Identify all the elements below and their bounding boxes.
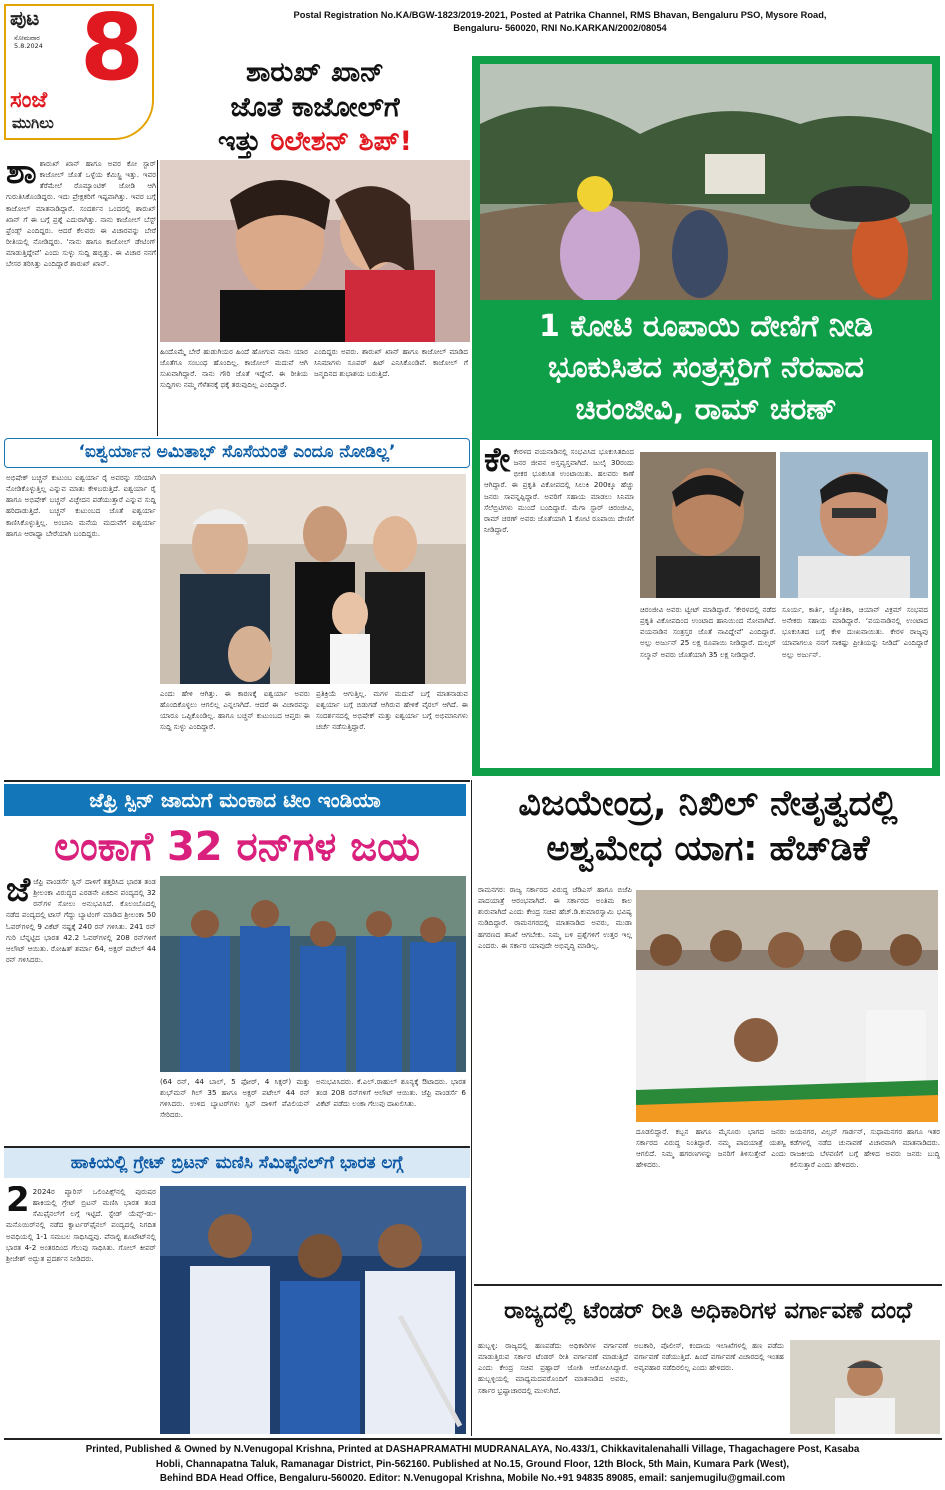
srk-headline [160, 56, 470, 160]
dropcap: ಜೆ [6, 876, 31, 910]
brand-name-line1: ಸಂಜೆ [10, 88, 48, 113]
headline-line: ಭೂಕುಸಿತದ ಸಂತ್ರಸ್ತರಿಗೆ ನೆರವಾದ [548, 350, 864, 386]
issue-date-value: 5.8.2024 [14, 42, 43, 51]
issue-day: ಸೋಮವಾರ [14, 34, 40, 42]
pralhad-joshi-photo [790, 1340, 940, 1434]
srk-article-col3: ಎಂದಿದ್ದರು ಅವರು. ಶಾರುಖ್ ಖಾನ್ ಹಾಗೂ ಕಾಜೋಲ್ ಮಾಡಿದ ಸಿನಿಮಾಗಳು ಸೂಪರ್ ಹಿಟ್ ಎನಿಸಿಕೊಂಡಿವೆ. ಕಾಜೋಲ್ ಗೆ ಜನ್ಮದಿನದ ಶುಭಾಶಯ ಬರುತ್ತಿದೆ. [314, 347, 468, 379]
dropcap: 2 [6, 1186, 30, 1220]
issue-date [14, 34, 43, 51]
imprint-line: Printed, Published & Owned by N.Venugopal Krishna, Printed at DASHAPRAMATHI MUDRANALAYA, No.433/1, Chikkavitalenahalli Village, Thagachagere Post, Kasaba [85, 1444, 860, 1455]
hockey-team-photo [160, 1186, 466, 1434]
chiranjeevi-article-col2: ಚಿರಂಜೀವಿ ಅವರು ಟ್ವೀಟ್ ಮಾಡಿದ್ದಾರೆ. ‘ಕೇರಳದಲ್ಲಿ ನಡೆದ ಪ್ರಕೃತಿ ವಿಕೋಪದಿಂದ ಉಂಟಾದ ಹಾನಿಯಿಂದ ನೋವಾಗಿದೆ. ವಯನಾಡಿನ ಸಂತ್ರಸ್ತರ ಜೊತೆ ನಾವಿದ್ದೇವೆ’ ಎಂದಿದ್ದಾರೆ. ಅಲ್ಲು ಅರ್ಜುನ್ 25 ಲಕ್ಷ ರೂಪಾಯಿ ನೀಡಿದ್ದಾರೆ. ದುಲ್ಕರ್ ಸಲ್ಮಾನ್ ಅವರು ಜೊತೆಯಾಗಿ 35 ಲಕ್ಷ ನೀಡಿದ್ದಾರೆ. [640, 605, 776, 659]
sri-lanka-team-photo [160, 876, 466, 1072]
hockey-headline: ಹಾಕಿಯಲ್ಲಿ ಗ್ರೇಟ್ ಬ್ರಿಟನ್ ಮಣಿಸಿ ಸೆಮಿಫೈನಲ್‌ಗೆ ಭಾರತ ಲಗ್ಗೆ [4, 1148, 470, 1178]
brand-name-line2: ಮುಗಿಲು [12, 114, 54, 132]
vijayendra-headline [474, 782, 942, 872]
srk-kajol-photo [160, 160, 470, 342]
cricket-article-col3: ಅನುಭವಿಸಿದರು. ಕೆ.ಎಲ್.ರಾಹುಲ್ ಶೂನ್ಯಕ್ಕೆ ಔಟಾದರು. ಭಾರತ ತಂಡ 208 ರನ್‌ಗಳಿಗೆ ಆಲೌಟ್ ಆಯಿತು. ಜೆಫ್ರಿ ವಾಂಡರ್ಸೆ 6 ವಿಕೆಟ್ ಪಡೆದು ಲಂಕಾ ಗೆಲುವು ದಾಖಲಿಸಿತು. [316, 1077, 466, 1109]
headline-fragment: ಇತ್ತು [218, 126, 271, 158]
section-divider [4, 1146, 470, 1148]
article-text: 2024ರ ಪ್ಯಾರಿಸ್ ಒಲಿಂಪಿಕ್ಸ್‌ನಲ್ಲಿ ಪುರುಷರ ಹಾಕಿಯಲ್ಲಿ ಗ್ರೇಟ್ ಬ್ರಿಟನ್ ಮಣಿಸಿ ಭಾರತ ತಂಡ ಸೆಮಿಫೈನಲ್‌ಗೆ ಲಗ್ಗೆ ಇಟ್ಟಿದೆ. ಸ್ಟೇಡ್ ಯೆವ್ಸ್-ಡು-ಮನೊಯಿರ್‌ನಲ್ಲಿ ನಡೆದ ಕ್ವಾರ್ಟರ್‌ಫೈನಲ್ ಪಂದ್ಯದಲ್ಲಿ ನಿಗದಿತ ಅವಧಿಯಲ್ಲಿ 1-1 ಸಮಬಲ ಸಾಧಿಸಿದ್ದವು. ಪೆನಾಲ್ಟಿ ಶೂಟೌಟ್‌ನಲ್ಲಿ ಭಾರತ 4-2 ಅಂತರದಿಂದ ಗೆಲುವು ಸಾಧಿಸಿತು. ಗೋಲ್ ಕೀಪರ್ ಶ್ರೀಜೇಶ್ ಅದ್ಭುತ ಪ್ರದರ್ಶನ ನೀಡಿದರು. [6, 1187, 156, 1263]
vijayendra-article-col3: ಜಯನಗರ, ವಿಲ್ಸನ್ ಗಾರ್ಡನ್, ಸುಧಾಮನಗರ ಹಾಗೂ ಇತರ ಕಡೆಗಳಲ್ಲಿ ನಡೆದ ಚುನಾವಣೆ ವಿಚಾರವಾಗಿ ಮಾತನಾಡಿದರು. ರಾಜಕೀಯ ಬೆಳವಣಿಗೆ ಬಗ್ಗೆ ಹೇಳಿದ ಅವರು ಜನರು ಬುದ್ಧಿ ಕಲಿಸುತ್ತಾರೆ ಎಂದು ಹೇಳಿದರು. [790, 1127, 940, 1170]
headline-line: ಜೊತೆ ಕಾಜೋಲ್‌ಗೆ [230, 91, 400, 123]
srk-article-col1 [6, 158, 156, 436]
aishwarya-article-col1: ಅಭಿಷೇಕ್ ಬಚ್ಚನ್ ಕುಟುಂಬ ಐಶ್ವರ್ಯಾ ರೈ ಅವರನ್ನು ಸರಿಯಾಗಿ ನೋಡಿಕೊಳ್ಳುತ್ತಿಲ್ಲ ಎನ್ನುವ ಮಾತು ಕೇಳಿಬರುತ್ತಿದೆ. ಐಶ್ವರ್ಯಾ ರೈ ಹಾಗೂ ಅಭಿಷೇಕ್ ಬಚ್ಚನ್ ವಿಚ್ಛೇದನ ಪಡೆಯುತ್ತಾರೆ ಎನ್ನುವ ಸುದ್ದಿ ಹರಿದಾಡುತ್ತಿದೆ. ಬಚ್ಚನ್ ಕುಟುಂಬದ ಜೊತೆ ಐಶ್ವರ್ಯಾ ಕಾಣಿಸಿಕೊಳ್ಳುತ್ತಿಲ್ಲ. ಅಂಬಾನಿ ಮನೆಯ ಮದುವೆಗೆ ಐಶ್ವರ್ಯಾ ಹಾಗೂ ಆರಾಧ್ಯಾ ಬೇರೆಯಾಗಿ ಬಂದಿದ್ದರು. [6, 473, 156, 538]
article-text: ಕೇರಳದ ವಯನಾಡಿನಲ್ಲಿ ಸಂಭವಿಸಿದ ಭೂಕುಸಿತದಿಂದ ಜನರ ಜೀವನ ಅಸ್ತವ್ಯಸ್ತವಾಗಿದೆ. ಜುಲೈ 30ರಂದು ಭೀಕರ ಭೂಕುಸಿತ ಉಂಟಾಯಿತು. ಹಲವರು ಕಾಣೆ ಆಗಿದ್ದಾರೆ. ಈ ಪ್ರಕೃತಿ ವಿಕೋಪದಲ್ಲಿ ಸಿಲುಕಿ 200ಕ್ಕೂ ಹೆಚ್ಚು ಜನರು ಸಾವನ್ನಪ್ಪಿದ್ದಾರೆ. ಅವರಿಗೆ ಸಹಾಯ ಮಾಡಲು ಸಿನಿಮಾ ಸೆಲೆಬ್ರಿಟಿಗಳು ಮುಂದೆ ಬಂದಿದ್ದಾರೆ. ಮೆಗಾ ಸ್ಟಾರ್ ಚಿರಂಜೀವಿ, ರಾಮ್ ಚರಣ್ ಅವರು ಜೊತೆಯಾಗಿ 1 ಕೋಟಿ ರೂಪಾಯಿ ದೇಣಿಗೆ ನೀಡಿದ್ದಾರೆ. [484, 447, 634, 535]
vijayendra-article-col2: ದೂಡಲಿದ್ದಾರೆ. ಕಬ್ಬನ ಹಾಗೂ ಮೈಸೂರು ಭಾಗದ ಜನರು ಸರ್ಕಾರದ ವಿರುದ್ಧ ನಿಂತಿದ್ದಾರೆ. ನಮ್ಮ ಪಾದಯಾತ್ರೆ ಯಶಸ್ವಿ ಆಗಲಿದೆ. ನಿಮ್ಮ ಹಗರಣಗಳನ್ನು ಜನರಿಗೆ ತಿಳಿಸುತ್ತೇವೆ ಎಂದು ಹೇಳಿದರು. [636, 1127, 786, 1170]
postal-line: Bengaluru- 560020, RNI No.KARKAN/2002/08054 [453, 23, 667, 34]
headline-line: ಶಾರುಖ್ ಖಾನ್ [246, 57, 384, 88]
landslide-photo [480, 64, 932, 300]
dropcap: ಶಾ [6, 158, 37, 192]
chiranjeevi-headline [480, 306, 932, 430]
ram-charan-photo [780, 452, 928, 598]
postal-line: Postal Registration No.KA/BGW-1823/2019-2021, Posted at Patrika Channel, RMS Bhavan, Bengaluru PSO, Mysore Road, [293, 10, 827, 20]
cricket-article-col1 [6, 876, 156, 1144]
chiranjeevi-article-col1 [484, 446, 634, 764]
cricket-kicker: ಜೆಫ್ರಿ ಸ್ಪಿನ್ ಜಾದುಗೆ ಮಂಕಾದ ಟೀಂ ಇಂಡಿಯಾ [4, 784, 466, 816]
srk-article-col2: ಹಿಂದೊಮ್ಮೆ ಬೇರೆ ಹುಡುಗಿಯರ ಹಿಂದೆ ಹೋಗುವ ನಾನು ಯಾರ ಜೊತೆಗೂ ಸಂಬಂಧ ಹೊಂದಿಲ್ಲ. ಕಾಜೋಲ್ ಮದುವೆ ಆಗಿ ಸುಖವಾಗಿದ್ದಾರೆ. ನಾನು ಗೌರಿ ಜೊತೆ ಇದ್ದೇನೆ. ಈ ರೀತಿಯ ಸುದ್ದಿಗಳು ನಮ್ಮ ಗೆಳೆತನಕ್ಕೆ ಧಕ್ಕೆ ತರುವುದಿಲ್ಲ ಎಂದಿದ್ದಾರೆ. [160, 347, 308, 390]
aishwarya-article-col3: ಪ್ರತಿಕ್ರಿಯೆ ಆಗುತ್ತಿಲ್ಲ. ಮಗಳ ಮದುವೆ ಬಗ್ಗೆ ಮಾತನಾಡುವ ಐಶ್ವರ್ಯಾ ಬಗ್ಗೆ ಬಿಡುಗಡೆ ಆಗಿರುವ ಹೇಳಿಕೆ ವೈರಲ್ ಆಗಿದೆ. ಈ ಸಂದರ್ಶನದಲ್ಲಿ ಅಭಿಷೇಕ್ ಮತ್ತು ಐಶ್ವರ್ಯಾ ಬಗ್ಗೆ ಅಭಿಮಾನಿಗಳು ಚರ್ಚೆ ನಡೆಸುತ್ತಿದ್ದಾರೆ. [316, 689, 468, 732]
headline-line: ಅಶ್ವಮೇಧ ಯಾಗ: ಹೆಚ್‌ಡಿಕೆ [546, 828, 870, 869]
chiranjeevi-photo [640, 452, 776, 598]
tender-headline: ರಾಜ್ಯದಲ್ಲಿ ಟೆಂಡರ್ ರೀತಿ ಅಧಿಕಾರಿಗಳ ವರ್ಗಾವಣೆ ದಂಧೆ [504, 1298, 912, 1324]
aishwarya-headline: ‘ಐಶ್ವರ್ಯಾನ ಅಮಿತಾಭ್ ಸೊಸೆಯಂತೆ ಎಂದೂ ನೋಡಿಲ್ಲ’ [4, 438, 470, 468]
column-divider [471, 780, 472, 1436]
headline-line: ಚಿರಂಜೀವಿ, ರಾಮ್ ಚರಣ್ [575, 391, 837, 427]
chiranjeevi-article-col3: ಸೂರ್ಯ, ಕಾರ್ತಿ, ಜ್ಯೋತಿಕಾ, ಚಿಯಾನ್ ವಿಕ್ರಮ್ ಸಂಭವದ ಅನೇಕರು ಸಹಾಯ ಮಾಡಿದ್ದಾರೆ. ‘ವಯನಾಡಿನಲ್ಲಿ ಉಂಟಾದ ಭೂಕುಸಿತದ ಬಗ್ಗೆ ಕೇಳಿ ದುಃಖವಾಯಿತು. ಕೇರಳ ರಾಜ್ಯವು ಯಾವಾಗಲೂ ನನಗೆ ಸಾಕಷ್ಟು ಪ್ರೀತಿಯನ್ನು ನೀಡಿದೆ’ ಎಂದಿದ್ದಾರೆ ಅಲ್ಲು ಅರ್ಜುನ್. [782, 605, 928, 659]
imprint-line: Behind BDA Head Office, Bengaluru-560020. Editor: N.Venugopal Krishna, Mobile No.+91 94835 89085, email: sanjemugilu@gmail.com [159, 1473, 786, 1485]
cricket-headline: ಲಂಕಾಗೆ 32 ರನ್‌ಗಳ ಜಯ [54, 824, 420, 870]
headline-line: 1 ಕೋಟಿ ರೂಪಾಯಿ ದೇಣಿಗೆ ನೀಡಿ [539, 309, 873, 344]
headline-highlight: ರಿಲೇಶನ್ ಶಿಪ್! [270, 126, 412, 158]
page-label: ಪುಟ [10, 6, 40, 30]
column-divider [157, 160, 158, 436]
article-text: ಶಾರುಖ್ ಖಾನ್ ಹಾಗೂ ಅವರ ಕೋ ಸ್ಟಾರ್ ಕಾಜೋಲ್ ಜೊತೆ ಒಳ್ಳೆಯ ಕೆಮಿಸ್ಟ್ರಿ ಇತ್ತು. ಇವರ ತೆರೆಮೇಲೆ ರೊಮ್ಯಾಂಟಿಕ್ ಜೋಡಿ ಆಗಿ ಗುರುತಿಸಿಕೊಂಡಿದ್ದರು. ಇದು ಪ್ರೇಕ್ಷಕರಿಗೆ ಇಷ್ಟವಾಗಿತ್ತು. ಇವರ ಬಗ್ಗೆ ಕಾಜೋಲ್ ಮಾತನಾಡಿದ್ದಾರೆ. ಸಂದರ್ಶನ ಒಂದರಲ್ಲಿ ಶಾರುಖ್ ಖಾನ್ ಗೆ ಈ ಬಗ್ಗೆ ಪ್ರಶ್ನೆ ಎದುರಾಗಿತ್ತು. ನಾನು ಕಾಜೋಲ್ ಬೆಸ್ಟ್ ಫ್ರೆಂಡ್ಸ್ ಎಂದಿದ್ದರು. ಆದರೆ ಕೆಲವರು ಈ ವಿಚಾರವನ್ನು ಬೇರೆ ರೀತಿಯಲ್ಲಿ ನೋಡಿದ್ದರು. ‘ನಾನು ಹಾಗೂ ಕಾಜೋಲ್ ಡೇಟಿಂಗ್ ಮಾಡುತ್ತಿದ್ದೇವೆ’ ಎಂದು ಸುಳ್ಳು ಸುದ್ದಿ ಹಬ್ಬಿತ್ತು. ಈ ವಿಚಾರ ನನಗೆ ಬೇಸರ ತರಿಸಿತ್ತು ಎಂದಿದ್ದಾರೆ ಶಾರುಖ್ ಖಾನ್. [6, 159, 156, 269]
dropcap: ಕೇ [484, 446, 511, 480]
imprint-line: Hobli, Channapatna Taluk, Ramanagar District, Pin-562160. Published at No.15, Ground Floor, 12th Block, 5th Main, Kumara Park (West), [155, 1458, 790, 1470]
imprint-footer [20, 1443, 925, 1487]
section-divider [4, 780, 470, 782]
headline-line [160, 125, 470, 160]
section-divider [474, 1284, 942, 1286]
postal-registration [200, 9, 920, 36]
cricket-article-col2: (64 ರನ್, 44 ಬಾಲ್, 5 ಫೋರ್, 4 ಸಿಕ್ಸರ್) ಮತ್ತು ಶುಭ್‌ಮನ್ ಗಿಲ್ 35 ಹಾಗೂ ಅಕ್ಷರ್ ಪಟೇಲ್ 44 ರನ್ ಗಳಿಸಿದರು. ಉಳಿದ ಬ್ಯಾಟರ್‌ಗಳು ಸ್ಪಿನ್ ದಾಳಿಗೆ ಪೆವಿಲಿಯನ್ ಸೇರಿದರು. [160, 1077, 310, 1120]
vijayendra-article-col1: ರಾಮನಗರ: ರಾಜ್ಯ ಸರ್ಕಾರದ ವಿರುದ್ಧ ಜೆಡಿಎಸ್ ಹಾಗೂ ಬಿಜೆಪಿ ಪಾದಯಾತ್ರೆ ಆರಂಭವಾಗಿದೆ. ಈ ಸರ್ಕಾರದ ಅಂತಿಮ ಕಾಲ ಶುರುವಾಗಿದೆ ಎಂದು ಕೇಂದ್ರ ಸಚಿವ ಹೆಚ್.ಡಿ.ಕುಮಾರಸ್ವಾಮಿ ಭವಿಷ್ಯ ನುಡಿದಿದ್ದಾರೆ. ರಾಮನಗರದಲ್ಲಿ ಮಾತನಾಡಿದ ಅವರು, ಮುಡಾ ಹಗರಣದ ತನಿಖೆ ಆಗಬೇಕು. ನಿಮ್ಮ ಬಳಿ ಪ್ರಶ್ನೆಗಳಿಗೆ ಉತ್ತರ ಇಲ್ಲ ಎಂದರು. ಈ ಸರ್ಕಾರ ಯಾವುದೇ ಅಭಿವೃದ್ಧಿ ಮಾಡಿಲ್ಲ. [478, 885, 632, 950]
tender-article-col2: ಅಬಕಾರಿ, ಪೊಲೀಸ್, ಕಂದಾಯ ಇಲಾಖೆಗಳಲ್ಲಿ ಹಣ ಪಡೆದು ವರ್ಗಾವಣೆ ನಡೆಯುತ್ತಿದೆ. ಹಿಂದೆ ವರ್ಗಾವಣೆ ವಿಚಾರದಲ್ಲಿ ಇಂತಹ ಅವ್ಯವಹಾರ ನಡೆದಿರಲಿಲ್ಲ ಎಂದು ಹೇಳಿದರು. [634, 1341, 784, 1373]
aishwarya-article-col2: ಎಂದು ಹೇಳಿ ಆಗಿತ್ತು. ಈ ಕಾರಣಕ್ಕೆ ಐಶ್ವರ್ಯಾ ಅವರು ಹೊಂದಿಕೊಳ್ಳಲು ಆಗಲಿಲ್ಲ ಎನ್ನಲಾಗಿದೆ. ಆದರೆ ಈ ವಿಚಾರವನ್ನು ಯಾರೂ ಒಪ್ಪಿಕೊಂಡಿಲ್ಲ. ಹಾಗೂ ಬಚ್ಚನ್ ಕುಟುಂಬದ ಆಪ್ತರು ಈ ಸುದ್ದಿ ಸುಳ್ಳು ಎಂದಿದ್ದಾರೆ. [160, 689, 310, 732]
headline-line: ವಿಜಯೇಂದ್ರ, ನಿಖಿಲ್ ನೇತೃತ್ವದಲ್ಲಿ [518, 784, 898, 824]
rally-photo [636, 890, 938, 1122]
footer-divider [4, 1438, 942, 1440]
hockey-article-col1 [6, 1186, 156, 1432]
page-number: 8 [80, 0, 145, 101]
article-text: ಜೆಫ್ರಿ ವಾಂಡರ್ಸೆ ಸ್ಪಿನ್ ದಾಳಿಗೆ ತತ್ತರಿಸಿದ ಭಾರತ ತಂಡ ಶ್ರೀಲಂಕಾ ವಿರುದ್ಧದ ಎರಡನೇ ಏಕದಿನ ಪಂದ್ಯದಲ್ಲಿ 32 ರನ್‌ಗಳ ಸೋಲು ಅನುಭವಿಸಿದೆ. ಕೊಲಂಬೊದಲ್ಲಿ ನಡೆದ ಪಂದ್ಯದಲ್ಲಿ ಟಾಸ್ ಗೆದ್ದು ಬ್ಯಾಟಿಂಗ್ ಮಾಡಿದ ಶ್ರೀಲಂಕಾ 50 ಓವರ್‌ಗಳಲ್ಲಿ 9 ವಿಕೆಟ್ ನಷ್ಟಕ್ಕೆ 240 ರನ್ ಗಳಿಸಿತು. 241 ರನ್ ಗುರಿ ಬೆನ್ನಟ್ಟಿದ ಭಾರತ 42.2 ಓವರ್‌ಗಳಲ್ಲಿ 208 ರನ್‌ಗಳಿಗೆ ಆಲೌಟ್ ಆಯಿತು. ರೋಹಿತ್ ಶರ್ಮಾ 64, ಅಕ್ಷರ್ ಪಟೇಲ್ 44 ರನ್ ಗಳಿಸಿದರು. [6, 877, 156, 965]
tender-article-col1: ಹುಬ್ಬಳ್ಳಿ: ರಾಜ್ಯದಲ್ಲಿ ಹಣಪಡೆದು ಅಧಿಕಾರಿಗಳ ವರ್ಗಾವಣೆ ಮಾಡುತ್ತಿರುವ ಸರ್ಕಾರ ಟೆಂಡರ್ ರೀತಿ ವರ್ಗಾವಣೆ ಮಾಡುತ್ತಿದೆ ಎಂದು ಕೇಂದ್ರ ಸಚಿವ ಪ್ರಹ್ಲಾದ್ ಜೋಶಿ ಆರೋಪಿಸಿದ್ದಾರೆ. ಹುಬ್ಬಳ್ಳಿಯಲ್ಲಿ ಮಾಧ್ಯಮದವರೊಂದಿಗೆ ಮಾತನಾಡಿದ ಅವರು, ಸರ್ಕಾರ ಭ್ರಷ್ಟಾಚಾರದಲ್ಲಿ ಮುಳುಗಿದೆ. [478, 1341, 628, 1395]
bachchan-family-photo [160, 474, 466, 684]
